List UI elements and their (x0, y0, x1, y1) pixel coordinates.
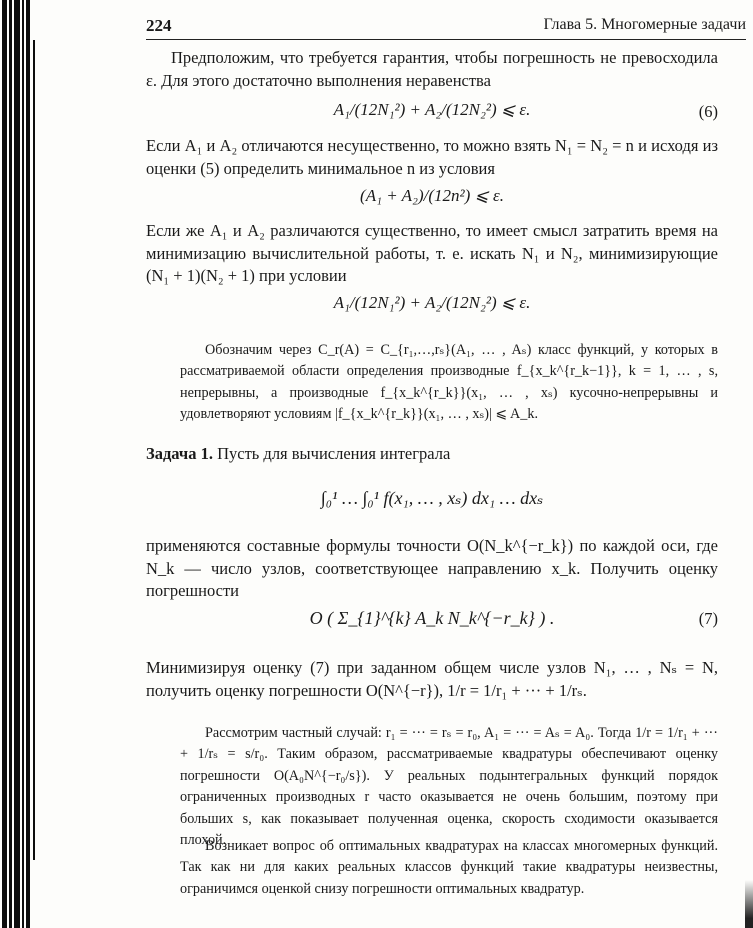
chapter-title: Глава 5. Многомерные задачи (543, 16, 746, 33)
equation-6: A₁/(12N₁²) + A₂/(12N₂²) ⩽ ε. (333, 100, 531, 119)
task-1-text: применяются составные формулы точности O(N_k^{−r_k}) по каждой оси, где N_k — число узлов, соответствующее направлению x_k. Получить оценку погрешности (146, 536, 718, 600)
paragraph-2: Если A₁ и A₂ отличаются несущественно, то можно взять N₁ = N₂ = n и исходя из оценки (5) определить минимальное n из условия (146, 136, 718, 178)
equation-7-label: (7) (698, 609, 718, 628)
equation-n: (A₁ + A₂)/(12n²) ⩽ ε. (360, 186, 504, 205)
header-rule (146, 39, 746, 40)
task-1-title: Задача 1. (146, 444, 213, 463)
note-class-definition: Обозначим через C_r(A) = C_{r₁,…,rₛ}(A₁, … , Aₛ) класс функций, у которых в рассматриваемой области определения производные f_{x_k^{r_k−1}}, k = 1, … , s, непрерывны, а производные f_{x_k^{r_k}}(x₁, … , xₛ) кусочно-непрерывны и удовлетворяют условиям |f_{x_k^{r_k}}(x₁, … , xₛ)| ⩽ A_k. (180, 342, 718, 423)
note-special-case: Рассмотрим частный случай: r₁ = ··· = rₛ = r₀, A₁ = ··· = Aₛ = A₀. Тогда 1/r = 1/r₁ + ··· + 1/rₛ = s/r₀. Таким образом, рассматриваемые квадратуры обеспечивают оценку погрешности O(A₀N^{−r₀/s}). У реальных подынтегральных функций порядок ограниченных производных r часто оказывается не очень большим, поэтому при больших s, как показывает полученная оценка, скорость сходимости оказывается плохой. (180, 725, 718, 849)
equation-6-label: (6) (698, 102, 718, 121)
task-1-text-before: Пусть для вычисления интеграла (217, 444, 451, 463)
integral-formula: ∫₀¹ … ∫₀¹ f(x₁, … , xₛ) dx₁ … dxₛ (320, 488, 544, 508)
task-1-intro (146, 443, 718, 466)
paragraph-3: Если же A₁ и A₂ различаются существенно, то имеет смысл затратить время на минимизацию вычислительной работы, т. е. искать N₁ и N₂, минимизирующие (N₁ + 1)(N₂ + 1) при условии (146, 221, 718, 285)
equation-condition: A₁/(12N₁²) + A₂/(12N₂²) ⩽ ε. (333, 293, 531, 312)
page-header (146, 16, 746, 38)
page-number: 224 (146, 16, 172, 35)
equation-7: O ( Σ_{1}^{k} A_k N_k^{−r_k} ) . (309, 608, 555, 628)
note-optimal-quadratures: Возникает вопрос об оптимальных квадратурах на классах многомерных функций. Так как ни для каких реальных классов функций такие квадратуры неизвестны, ограничимся оценкой снизу погрешности оптимальных квадратур. (180, 838, 718, 897)
task-1-final: Минимизируя оценку (7) при заданном общем числе узлов N₁, … , Nₛ = N, получить оценку погрешности O(N^{−r}), 1/r = 1/r₁ + ··· + 1/rₛ. (146, 658, 718, 700)
paragraph-1: Предположим, что требуется гарантия, чтобы погрешность не превосходила ε. Для этого достаточно выполнения неравенства (146, 48, 718, 90)
